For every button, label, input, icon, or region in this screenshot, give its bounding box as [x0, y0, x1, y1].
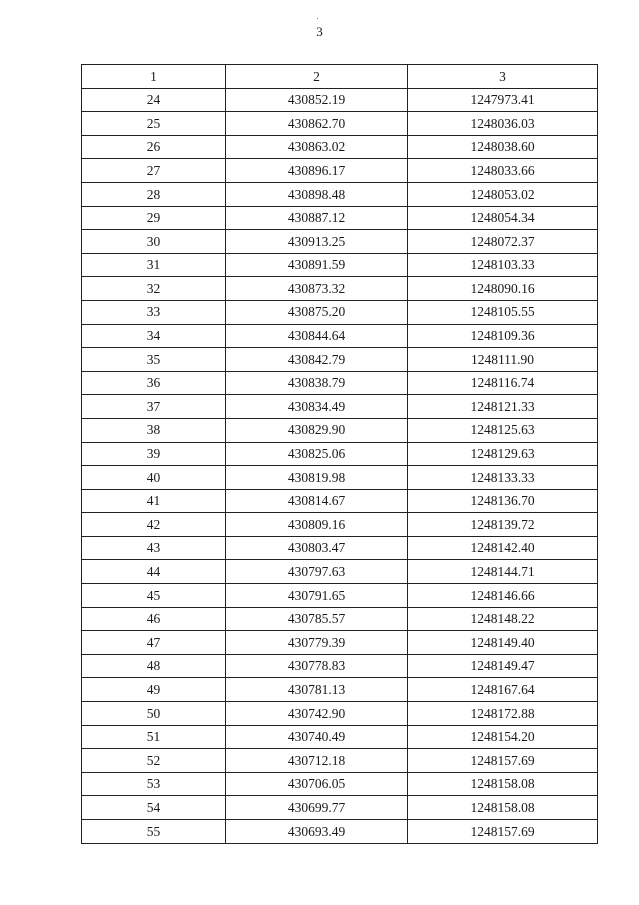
- column-header-number: 1: [82, 65, 226, 89]
- y-coordinate-cell: 1248033.66: [408, 159, 598, 183]
- point-number-cell: 36: [82, 371, 226, 395]
- x-coordinate-cell: 430814.67: [226, 489, 408, 513]
- table-row: [82, 182, 598, 206]
- table-body: [82, 88, 598, 843]
- y-coordinate-cell: 1248149.40: [408, 631, 598, 655]
- table-row: [82, 702, 598, 726]
- point-number-cell: 38: [82, 418, 226, 442]
- y-coordinate-cell: 1248158.08: [408, 796, 598, 820]
- x-coordinate-cell: 430875.20: [226, 300, 408, 324]
- table-row: [82, 466, 598, 490]
- x-coordinate-cell: 430825.06: [226, 442, 408, 466]
- point-number-cell: 32: [82, 277, 226, 301]
- point-number-cell: 34: [82, 324, 226, 348]
- y-coordinate-cell: 1248105.55: [408, 300, 598, 324]
- y-coordinate-cell: 1248111.90: [408, 348, 598, 372]
- y-coordinate-cell: 1248139.72: [408, 513, 598, 537]
- x-coordinate-cell: 430834.49: [226, 395, 408, 419]
- y-coordinate-cell: 1248157.69: [408, 820, 598, 844]
- table-row: [82, 395, 598, 419]
- y-coordinate-cell: 1248054.34: [408, 206, 598, 230]
- y-coordinate-cell: 1248144.71: [408, 560, 598, 584]
- x-coordinate-cell: 430873.32: [226, 277, 408, 301]
- point-number-cell: 49: [82, 678, 226, 702]
- point-number-cell: 50: [82, 702, 226, 726]
- table-row: [82, 584, 598, 608]
- table-row: [82, 536, 598, 560]
- table-row: [82, 277, 598, 301]
- x-coordinate-cell: 430809.16: [226, 513, 408, 537]
- y-coordinate-cell: 1248158.08: [408, 772, 598, 796]
- point-number-cell: 40: [82, 466, 226, 490]
- point-number-cell: 27: [82, 159, 226, 183]
- point-number-cell: 41: [82, 489, 226, 513]
- table-row: [82, 324, 598, 348]
- x-coordinate-cell: 430913.25: [226, 230, 408, 254]
- y-coordinate-cell: 1248109.36: [408, 324, 598, 348]
- x-coordinate-cell: 430838.79: [226, 371, 408, 395]
- point-number-cell: 46: [82, 607, 226, 631]
- table-row: [82, 371, 598, 395]
- x-coordinate-cell: 430706.05: [226, 772, 408, 796]
- table-row: [82, 159, 598, 183]
- point-number-cell: 55: [82, 820, 226, 844]
- table-row: [82, 442, 598, 466]
- y-coordinate-cell: 1248129.63: [408, 442, 598, 466]
- table-row: [82, 135, 598, 159]
- point-number-cell: 37: [82, 395, 226, 419]
- x-coordinate-cell: 430829.90: [226, 418, 408, 442]
- point-number-cell: 44: [82, 560, 226, 584]
- point-number-cell: 30: [82, 230, 226, 254]
- table-row: [82, 796, 598, 820]
- table-row: [82, 725, 598, 749]
- y-coordinate-cell: 1248172.88: [408, 702, 598, 726]
- point-number-cell: 52: [82, 749, 226, 773]
- point-number-cell: 26: [82, 135, 226, 159]
- table-row: [82, 348, 598, 372]
- point-number-cell: 53: [82, 772, 226, 796]
- point-number-cell: 48: [82, 654, 226, 678]
- x-coordinate-cell: 430863.02: [226, 135, 408, 159]
- table-row: [82, 513, 598, 537]
- scan-speck: [317, 18, 318, 19]
- page-number: 3: [316, 24, 323, 39]
- table-row: [82, 820, 598, 844]
- y-coordinate-cell: 1248072.37: [408, 230, 598, 254]
- x-coordinate-cell: 430797.63: [226, 560, 408, 584]
- y-coordinate-cell: 1248142.40: [408, 536, 598, 560]
- table-row: [82, 300, 598, 324]
- point-number-cell: 28: [82, 182, 226, 206]
- table-row: [82, 253, 598, 277]
- point-number-cell: 25: [82, 112, 226, 136]
- y-coordinate-cell: 1248103.33: [408, 253, 598, 277]
- table-row: [82, 489, 598, 513]
- point-number-cell: 43: [82, 536, 226, 560]
- point-number-cell: 39: [82, 442, 226, 466]
- y-coordinate-cell: 1248038.60: [408, 135, 598, 159]
- x-coordinate-cell: 430693.49: [226, 820, 408, 844]
- table-row: [82, 749, 598, 773]
- y-coordinate-cell: 1248149.47: [408, 654, 598, 678]
- y-coordinate-cell: 1248053.02: [408, 182, 598, 206]
- point-number-cell: 47: [82, 631, 226, 655]
- point-number-cell: 33: [82, 300, 226, 324]
- x-coordinate-cell: 430887.12: [226, 206, 408, 230]
- column-header-y: 3: [408, 65, 598, 89]
- table-row: [82, 206, 598, 230]
- y-coordinate-cell: 1248136.70: [408, 489, 598, 513]
- x-coordinate-cell: 430844.64: [226, 324, 408, 348]
- point-number-cell: 54: [82, 796, 226, 820]
- point-number-cell: 42: [82, 513, 226, 537]
- point-number-cell: 24: [82, 88, 226, 112]
- x-coordinate-cell: 430779.39: [226, 631, 408, 655]
- x-coordinate-cell: 430842.79: [226, 348, 408, 372]
- y-coordinate-cell: 1248036.03: [408, 112, 598, 136]
- table-row: [82, 607, 598, 631]
- point-number-cell: 29: [82, 206, 226, 230]
- y-coordinate-cell: 1248125.63: [408, 418, 598, 442]
- y-coordinate-cell: 1248121.33: [408, 395, 598, 419]
- x-coordinate-cell: 430712.18: [226, 749, 408, 773]
- table-row: [82, 112, 598, 136]
- column-header-x: 2: [226, 65, 408, 89]
- x-coordinate-cell: 430699.77: [226, 796, 408, 820]
- table-row: [82, 560, 598, 584]
- table-row: [82, 631, 598, 655]
- x-coordinate-cell: 430852.19: [226, 88, 408, 112]
- x-coordinate-cell: 430791.65: [226, 584, 408, 608]
- y-coordinate-cell: 1248148.22: [408, 607, 598, 631]
- x-coordinate-cell: 430898.48: [226, 182, 408, 206]
- y-coordinate-cell: 1248090.16: [408, 277, 598, 301]
- point-number-cell: 51: [82, 725, 226, 749]
- x-coordinate-cell: 430896.17: [226, 159, 408, 183]
- y-coordinate-cell: 1248116.74: [408, 371, 598, 395]
- table-row: [82, 654, 598, 678]
- x-coordinate-cell: 430778.83: [226, 654, 408, 678]
- table-row: [82, 88, 598, 112]
- x-coordinate-cell: 430803.47: [226, 536, 408, 560]
- table-header-row: [82, 65, 598, 89]
- table-row: [82, 230, 598, 254]
- point-number-cell: 45: [82, 584, 226, 608]
- table-row: [82, 418, 598, 442]
- y-coordinate-cell: 1248167.64: [408, 678, 598, 702]
- y-coordinate-cell: 1248157.69: [408, 749, 598, 773]
- table-row: [82, 678, 598, 702]
- x-coordinate-cell: 430862.70: [226, 112, 408, 136]
- x-coordinate-cell: 430740.49: [226, 725, 408, 749]
- table-row: [82, 772, 598, 796]
- x-coordinate-cell: 430742.90: [226, 702, 408, 726]
- x-coordinate-cell: 430819.98: [226, 466, 408, 490]
- y-coordinate-cell: 1248133.33: [408, 466, 598, 490]
- y-coordinate-cell: 1248154.20: [408, 725, 598, 749]
- point-number-cell: 35: [82, 348, 226, 372]
- y-coordinate-cell: 1248146.66: [408, 584, 598, 608]
- x-coordinate-cell: 430781.13: [226, 678, 408, 702]
- y-coordinate-cell: 1247973.41: [408, 88, 598, 112]
- point-number-cell: 31: [82, 253, 226, 277]
- x-coordinate-cell: 430785.57: [226, 607, 408, 631]
- x-coordinate-cell: 430891.59: [226, 253, 408, 277]
- coordinates-table: [81, 64, 598, 844]
